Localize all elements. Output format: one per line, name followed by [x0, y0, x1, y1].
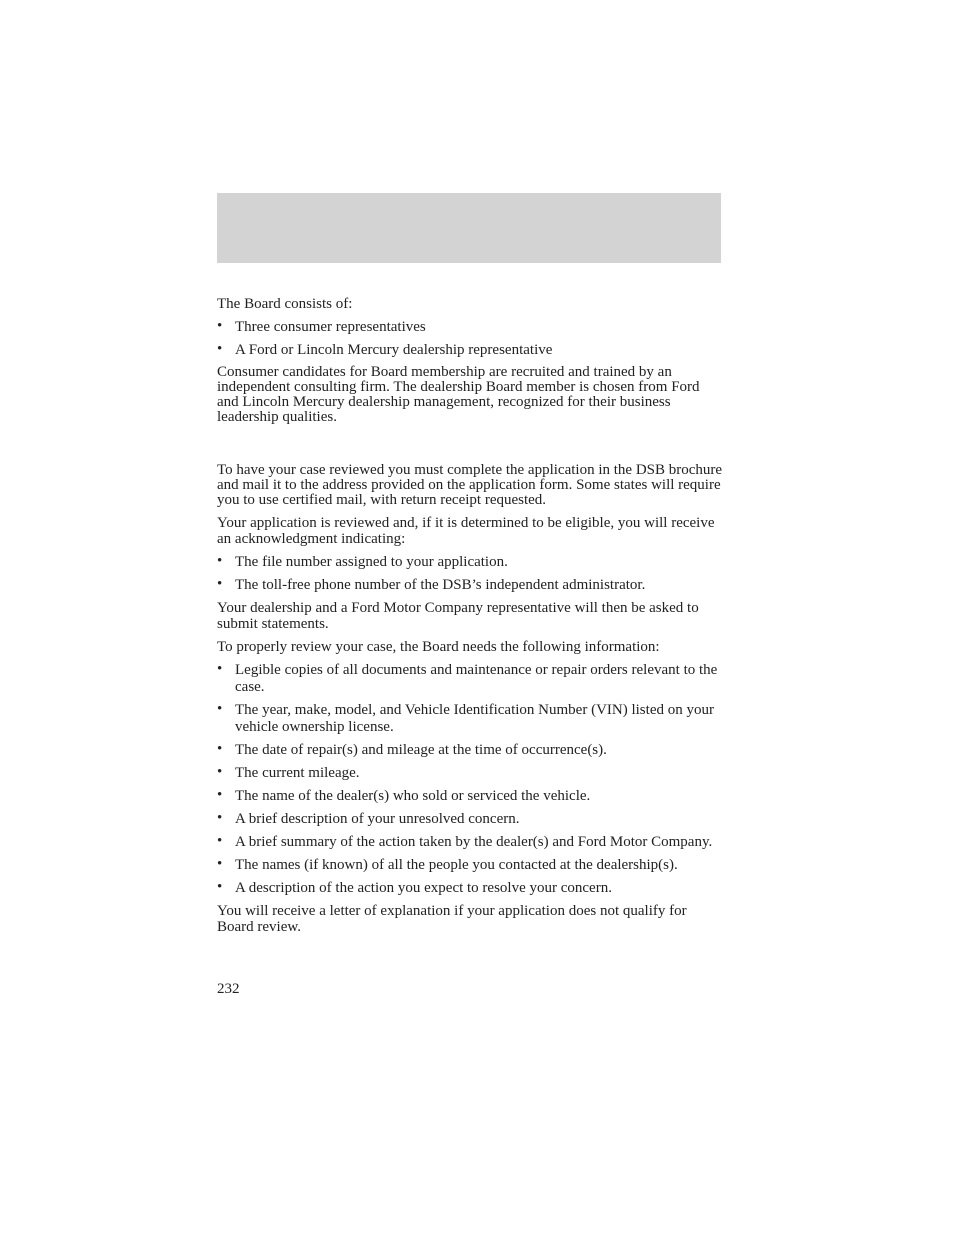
- list-item: • The name of the dealer(s) who sold or serviced the vehicle.: [217, 787, 591, 804]
- review-paragraph: Your application is reviewed and, if it is determined to be eligible, you will receive an acknowledgment indicating:: [217, 515, 715, 547]
- statements-paragraph: Your dealership and a Ford Motor Company representative will then be asked to submit statements.: [217, 600, 699, 632]
- list-item: • The names (if known) of all the people you contacted at the dealership(s).: [217, 856, 678, 873]
- list-item: • A brief summary of the action taken by the dealer(s) and Ford Motor Company.: [217, 833, 713, 850]
- board-candidates-paragraph: Consumer candidates for Board membership are recruited and trained by an independent consulting firm. The dealership Board member is chosen from Ford and Lincoln Mercury dealership management, recognized for their business leadership qualities.: [217, 364, 700, 425]
- list-item: • Legible copies of all documents and maintenance or repair orders relevant to the case.: [217, 661, 718, 695]
- list-item: • A Ford or Lincoln Mercury dealership representative: [217, 341, 553, 358]
- information-paragraph: To properly review your case, the Board needs the following information:: [217, 639, 660, 655]
- application-paragraph: To have your case reviewed you must complete the application in the DSB brochure and mail it to the address provided on the application form. Some states will require you to use certified mail, with return receipt requested.: [217, 462, 723, 508]
- board-intro: The Board consists of:: [217, 296, 353, 312]
- header-band: [217, 193, 721, 263]
- list-item: • A description of the action you expect to resolve your concern.: [217, 879, 612, 896]
- list-item: • The date of repair(s) and mileage at the time of occurrence(s).: [217, 741, 607, 758]
- page-content: [217, 297, 723, 942]
- list-item: • A brief description of your unresolved concern.: [217, 810, 520, 827]
- list-item: • The current mileage.: [217, 764, 360, 781]
- list-item: • The file number assigned to your application.: [217, 553, 508, 570]
- explanation-paragraph: You will receive a letter of explanation if your application does not qualify for Board review.: [217, 903, 687, 935]
- list-item: • The year, make, model, and Vehicle Identification Number (VIN) listed on your vehicle ownership license.: [217, 701, 714, 735]
- list-item: • Three consumer representatives: [217, 318, 426, 335]
- page-number: 232: [217, 981, 240, 997]
- list-item: • The toll-free phone number of the DSB’s independent administrator.: [217, 576, 646, 593]
